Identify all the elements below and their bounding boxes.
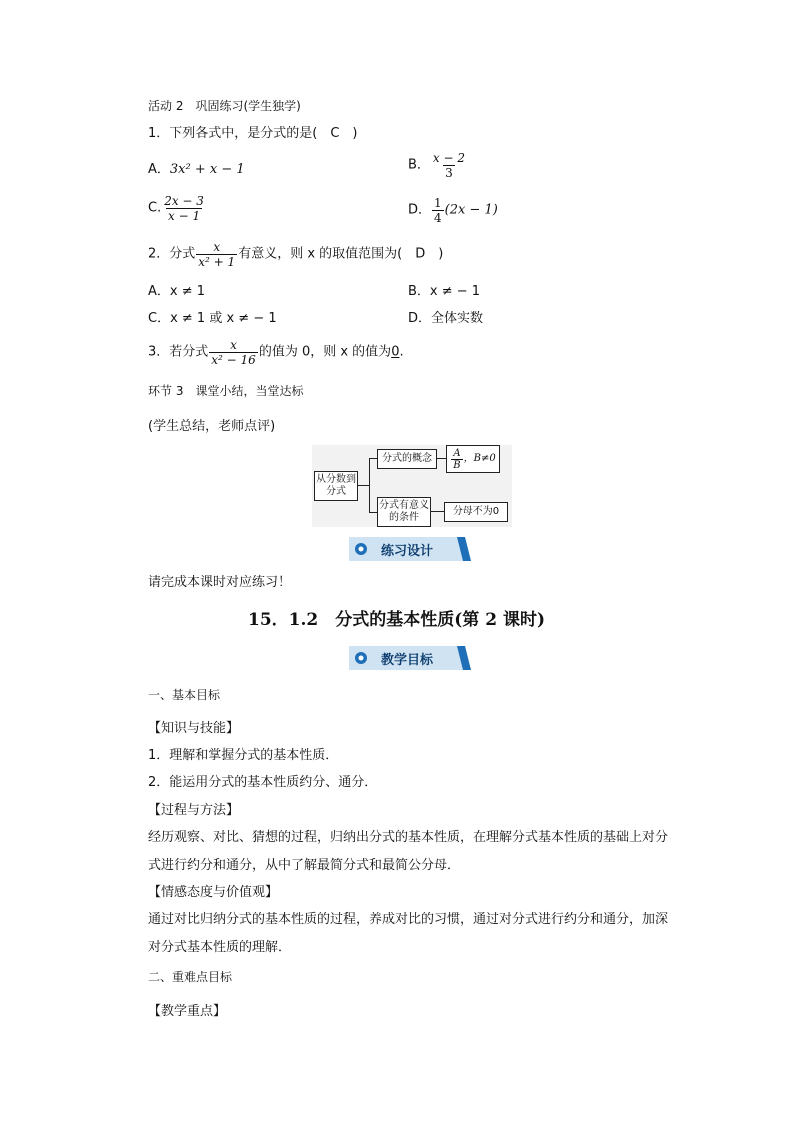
attitude-values-heading: 【情感态度与价值观】 [148, 885, 279, 900]
knowledge-skills-heading: 【知识与技能】 [148, 721, 240, 736]
q1-option-c: C. $\frac{2x - 3}{x - 1}$ [148, 194, 204, 223]
q2-option-a: A．x ≠ 1 [148, 284, 206, 299]
knowledge-item-1: 1．理解和掌握分式的基本性质． [148, 748, 339, 763]
q2-option-b: B．x ≠ − 1 [408, 284, 481, 299]
q2-option-d: D．全体实数 [408, 311, 484, 326]
question-2: 2．分式 $\frac{x}{\text{x² + 1}}$ 有意义，则 x 的取值范围为( D ) [148, 240, 444, 269]
practice-note: 请完成本课时对应练习！ [148, 575, 292, 590]
summary-diagram [312, 445, 512, 527]
attitude-values-text: 通过对比归纳分式的基本性质的过程，养成对比的习惯，通过对分式进行约分和通分，加深对分式基本性质的理解． [148, 912, 669, 955]
question-1-stem: 1．下列各式中，是分式的是( C ) [148, 126, 358, 141]
basic-goals-heading: 一、基本目标 [148, 688, 221, 702]
key-goals-heading: 二、重难点目标 [148, 970, 233, 984]
diagram-concept-result: $\frac{A}{B}$ ，B≠0 [446, 445, 500, 473]
teaching-goals-title: 教学目标 [381, 653, 434, 668]
question-3: 3．若分式 $\frac{x}{\text{x² − 16}}$ 的值为 0，则 x 的值为0. [148, 338, 404, 367]
process-method-text: 经历观察、对比、猜想的过程，归纳出分式的基本性质，在理解分式基本性质的基础上对分式进行约分和通分，从中了解最简分式和最简公分母． [148, 830, 669, 873]
q1-option-a: A．3x² + x − 1 [148, 162, 245, 177]
diagram-root: 从分数到分式 [314, 471, 358, 501]
q1-option-b: B． $\frac{x - 2}{3}$ [408, 151, 466, 180]
diagram-branch-concept: 分式的概念 [377, 449, 437, 469]
diagram-branch-condition: 分式有意义的条件 [377, 497, 431, 527]
teaching-goals-banner [349, 646, 471, 670]
q1-option-d: D． $\frac{1}{4}$ (2x − 1) [408, 196, 498, 225]
practice-design-banner [349, 537, 471, 561]
process-method-heading: 【过程与方法】 [148, 803, 240, 818]
knowledge-item-2: 2．能运用分式的基本性质约分、通分． [148, 775, 378, 790]
q2-option-c: C．x ≠ 1 或 x ≠ − 1 [148, 311, 277, 326]
teaching-focus-heading: 【教学重点】 [148, 1004, 227, 1019]
summary-note: (学生总结，老师点评) [148, 419, 276, 434]
section-3-heading: 环节 3 课堂小结，当堂达标 [148, 384, 304, 398]
activity-heading: 活动 2 巩固练习(学生独学) [148, 99, 301, 113]
diagram-condition-result: 分母不为0 [444, 502, 508, 522]
lesson-title: 15．1.2 分式的基本性质(第 2 课时) [248, 610, 545, 630]
practice-design-title: 练习设计 [381, 544, 434, 559]
